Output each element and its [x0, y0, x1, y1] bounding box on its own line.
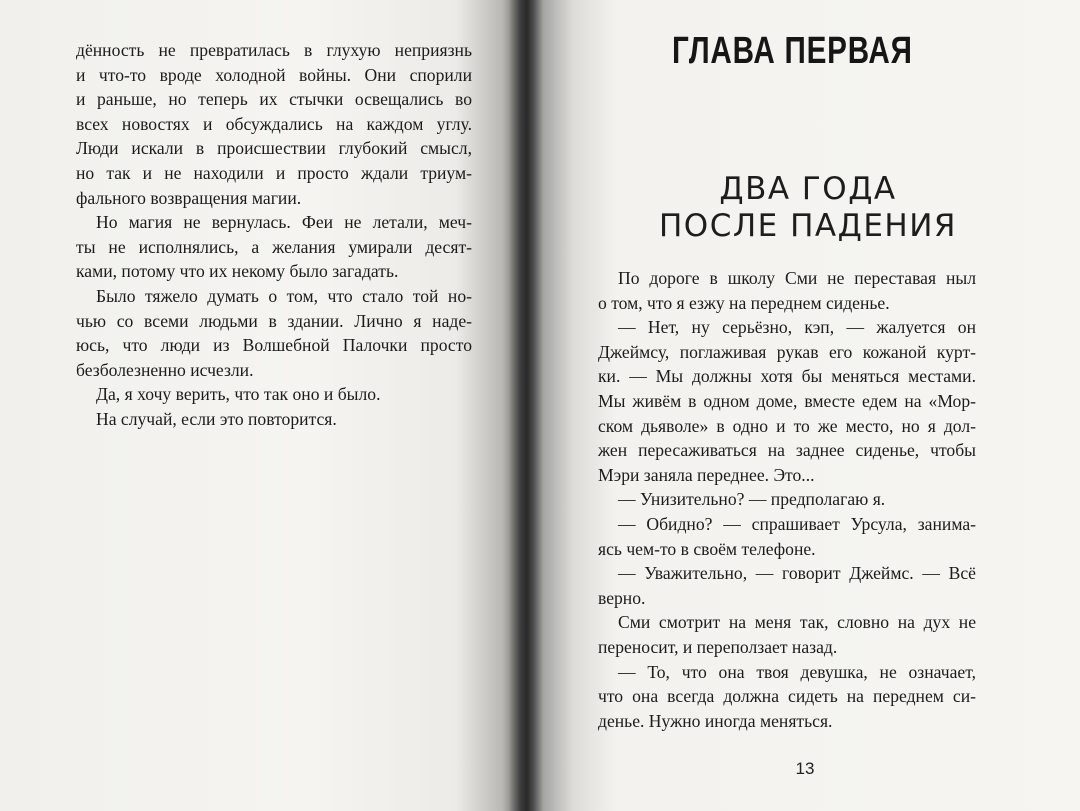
text-line: Было тяжело думать о том, что стало той но-	[96, 285, 472, 306]
text-line: Джеймсу, поглаживая рукав его кожаной курт-	[598, 341, 976, 362]
page-number: 13	[795, 759, 815, 778]
text-line: — Обидно? — спрашивает Урсула, занима-	[618, 513, 976, 534]
text-line: безболезненно исчезли.	[76, 359, 254, 380]
text-line: дённость не превратилась в глухую неприязнь	[76, 40, 472, 60]
text-line: Сми смотрит на меня так, словно на дух не	[618, 612, 976, 633]
text-line: ты не исполнялись, а желания умирали десят-	[76, 236, 472, 257]
paragraph	[598, 512, 976, 561]
paragraph	[76, 38, 472, 210]
chapter-subtitle-line-2: ПОСЛЕ ПАДЕНИЯ	[659, 208, 957, 244]
text-line: — Нет, ну серьёзно, кэп, — жалуется он	[618, 317, 976, 338]
text-line: чью со всеми людьми в здании. Лично я наде-	[76, 310, 472, 331]
paragraph	[76, 382, 472, 407]
text-line: юсь, что люди из Волшебной Палочки просто	[76, 335, 472, 356]
text-line: жен пересаживаться на заднее сиденье, чтобы	[598, 440, 976, 461]
text-line: о том, что я езжу на переднем сиденье.	[598, 292, 890, 313]
paragraph	[598, 315, 976, 487]
text-line: переносит, и переползает назад.	[598, 636, 838, 657]
text-line: Мэри заняла переднее. Это...	[598, 464, 815, 485]
paragraph	[598, 561, 976, 610]
text-line: но так и не находили и просто ждали триум-	[76, 162, 472, 183]
text-line: — То, что она твоя девушка, не означает,	[618, 661, 976, 682]
paragraph	[76, 284, 472, 382]
left-page-text	[76, 38, 472, 432]
text-line: — Уважительно, — говорит Джеймс. — Всё	[618, 563, 976, 584]
text-line: ясь чем-то в своём телефоне.	[598, 538, 816, 559]
text-line: Люди искали в происшествии глубокий смысл,	[76, 138, 472, 159]
text-line: фального возвращения магии.	[76, 187, 302, 208]
paragraph	[598, 610, 976, 659]
right-page-text	[598, 266, 976, 733]
paragraph	[76, 210, 472, 284]
text-line: денье. Нужно иногда меняться.	[598, 710, 833, 731]
text-line: верно.	[598, 587, 646, 608]
paragraph	[76, 407, 472, 432]
text-line: На случай, если это повторится.	[96, 408, 337, 429]
chapter-title: ГЛАВА ПЕРВАЯ	[672, 30, 913, 72]
text-line: всех новостях и обсуждались на каждом углу.	[76, 113, 472, 134]
text-line: Мы живём в одном доме, вместе едем на «Мор-	[598, 390, 976, 411]
text-line: ками, потому что их некому было загадать.	[76, 261, 399, 282]
text-line: Но магия не вернулась. Феи не летали, меч-	[96, 212, 472, 233]
chapter-subtitle-line-1: ДВА ГОДА	[719, 171, 897, 207]
book-gutter	[510, 0, 544, 811]
text-line: По дороге в школу Сми не переставая ныл	[618, 268, 976, 288]
text-line: — Унизительно? — предполагаю я.	[618, 489, 886, 510]
paragraph	[598, 266, 976, 315]
text-line: что она всегда должна сидеть на переднем си-	[598, 686, 976, 707]
text-line: ки. — Мы должны хотя бы меняться местами.	[598, 366, 976, 387]
paragraph	[598, 660, 976, 734]
text-line: ском дьяволе» в одно и то же место, но я дол-	[598, 415, 976, 436]
text-line: и что-то вроде холодной войны. Они спорили	[76, 64, 472, 85]
text-line: Да, я хочу верить, что так оно и было.	[96, 384, 381, 405]
paragraph	[598, 487, 976, 512]
text-line: и раньше, но теперь их стычки освещались во	[76, 89, 472, 110]
